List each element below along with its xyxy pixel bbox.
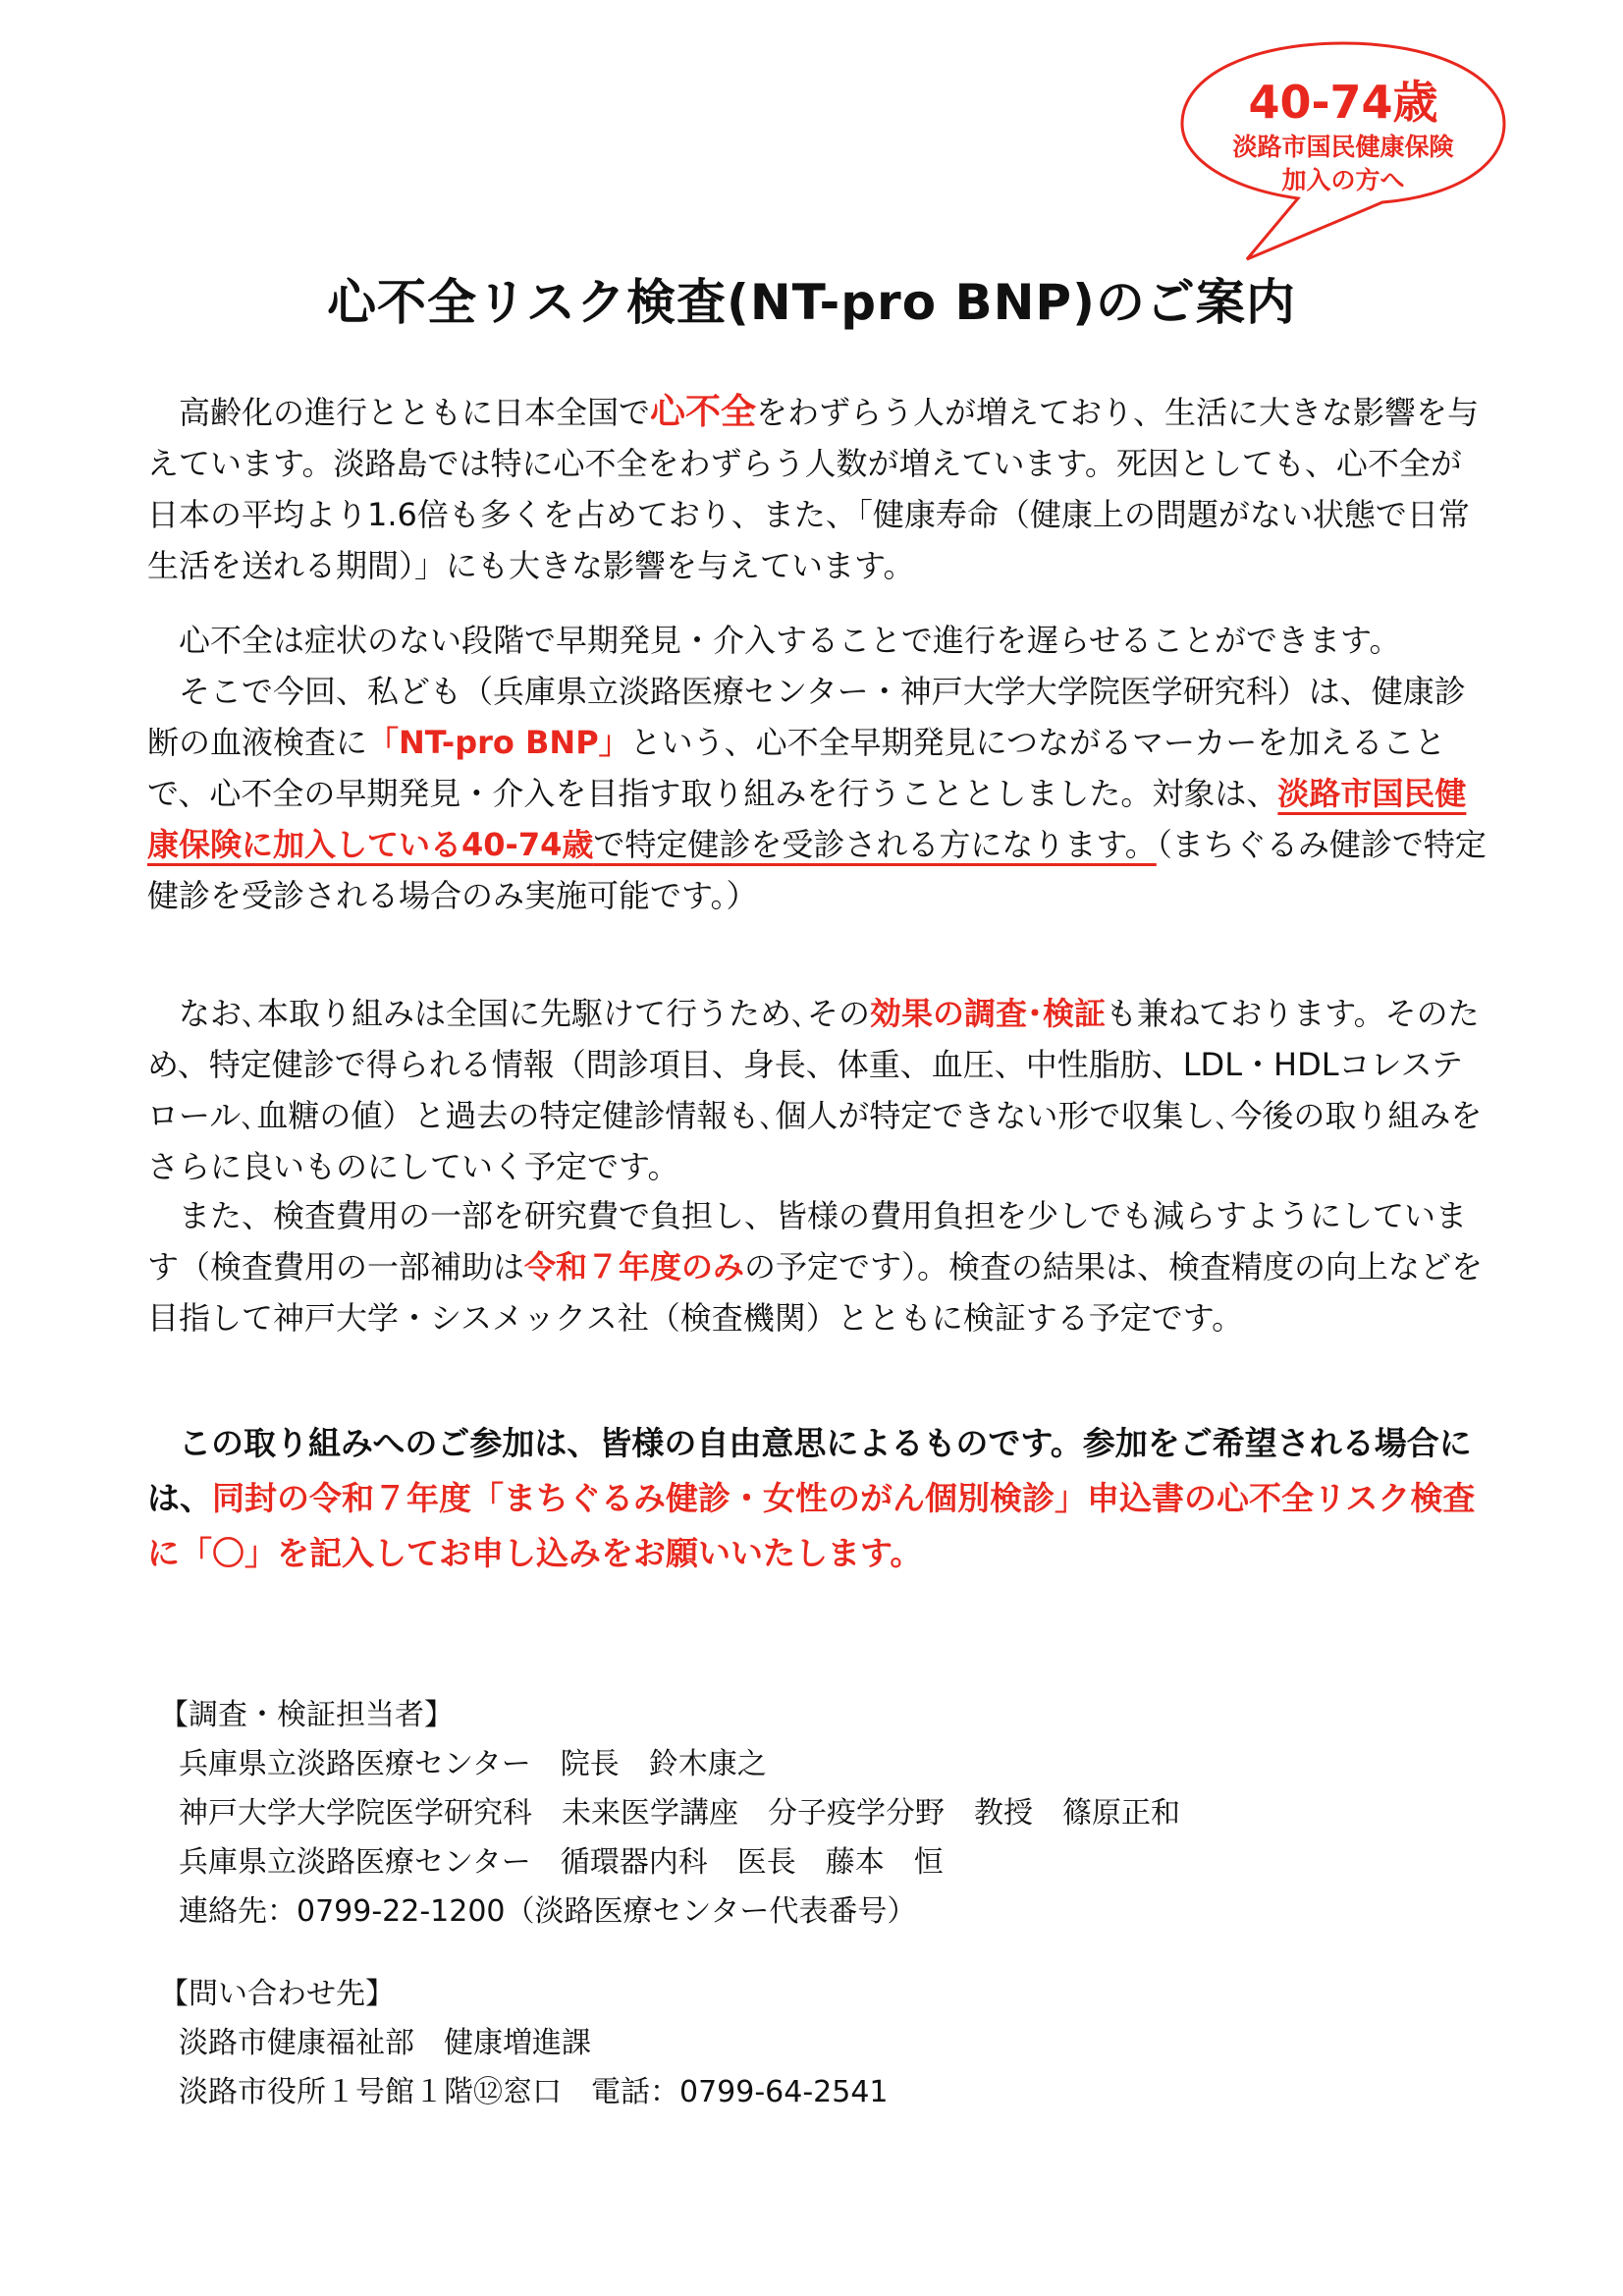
- inquiry-contacts-heading: 【問い合わせ先】: [159, 1977, 395, 2011]
- paragraph-application: [147, 1416, 1488, 1581]
- p5-highlight: 令和７年度のみ: [524, 1248, 745, 1285]
- p3-text-a: そこで今回、私ども（兵庫県立淡路医療センター・神戸大学大学院医学研究科）は、健康診断の血液検査に: [147, 673, 1466, 761]
- target-speech-bubble: [1176, 37, 1510, 234]
- inquiry-department: 淡路市健康福祉部 健康増進課: [179, 2026, 591, 2060]
- p5-text-a: また、検査費用の一部を研究費で負担し、皆様の費用負担を少しでも減らすようにしています（検査費用の一部補助は: [147, 1197, 1468, 1285]
- research-contacts: [147, 1691, 1180, 1937]
- bubble-insurance: 淡路市国民健康保険: [1232, 133, 1454, 161]
- research-contact-row: 神戸大学大学院医学研究科 未来医学講座 分子疫学分野 教授 篠原正和: [179, 1796, 1180, 1831]
- research-contact-phone: 連絡先：0799-22-1200（淡路医療センター代表番号）: [179, 1894, 917, 1929]
- paragraph-cost: [147, 1190, 1488, 1343]
- paragraph-background: [147, 387, 1488, 591]
- paragraph-research: [147, 988, 1488, 1192]
- p1-text-b: をわずらう人が増えており、生活に大きな影響を与えています。淡路島では特に心不全をわずらう人数が増えています。死因としても、心不全が日本の平均より1.6倍も多くを占めており、また、「健康寿命（健康上の問題がない状態で日常生活を送れる期間）」にも大きな影響を与えています。: [147, 394, 1480, 584]
- bubble-age: 40-74歳: [1248, 76, 1438, 129]
- p4-text-a: なお､本取り組みは全国に先駆けて行うため､その: [179, 995, 871, 1032]
- p3-marker-highlight: 「NT-pro BNP」: [367, 724, 630, 761]
- paragraph-early-detection: [147, 615, 1488, 666]
- p4-text-b: も兼ねております。そのため、特定健診で得られる情報（問診項目、身長、体重、血圧、中性脂肪、LDL・HDLコレステロール､血糖の値）と過去の特定健診情報も､個人が特定できない形で収集し､今後の取り組みをさらに良いものにしていく予定です。: [147, 995, 1483, 1185]
- p1-text-a: 高齢化の進行とともに日本全国で: [179, 394, 651, 431]
- p4-highlight: 効果の調査･検証: [870, 995, 1107, 1032]
- bubble-enrollee: 加入の方へ: [1281, 166, 1405, 194]
- p3-text-b: という、心不全早期発見につながるマーカーを加えることで、心不全の早期発見・介入を目指す取り組みを行うこととしました。対象は、: [147, 724, 1446, 812]
- p6-highlight: 同封の令和７年度「まちぐるみ健診・女性のがん個別検診」申込書の心不全リスク検査に「〇」を記入してお申し込みをお願いいたします。: [147, 1479, 1476, 1572]
- p3-target-text: で特定健診を受診される方になります。: [593, 826, 1157, 863]
- research-contacts-heading: 【調査・検証担当者】: [159, 1698, 454, 1732]
- p2-text: 心不全は症状のない段階で早期発見・介入することで進行を遅らせることができます。: [179, 622, 1401, 659]
- p5-text-b: の予定です）。検査の結果は、検査精度の向上などを目指して神戸大学・シスメックス社（検査機関）とともに検証する予定です。: [147, 1248, 1484, 1337]
- inquiry-location-phone: 淡路市役所１号館１階⑫窓口 電話：0799-64-2541: [179, 2075, 889, 2109]
- p3-target-highlight: 淡路市国民健康保険に加入している40-74歳: [147, 775, 1467, 863]
- p3-text-c: （まちぐるみ健診で特定健診を受診される場合のみ実施可能です。）: [147, 826, 1487, 914]
- research-contact-row: 兵庫県立淡路医療センター 院長 鈴木康之: [179, 1747, 767, 1781]
- paragraph-initiative: [147, 666, 1488, 921]
- page-title: 心不全リスク検査(NT-pro BNP)のご案内: [327, 274, 1296, 331]
- p1-highlight: 心不全: [650, 392, 757, 432]
- inquiry-contacts: [147, 1970, 889, 2117]
- p6-text-a: この取り組みへのご参加は、皆様の自由意思によるものです。参加をご希望される場合には、: [147, 1424, 1472, 1517]
- research-contact-row: 兵庫県立淡路医療センター 循環器内科 医長 藤本 恒: [179, 1845, 944, 1880]
